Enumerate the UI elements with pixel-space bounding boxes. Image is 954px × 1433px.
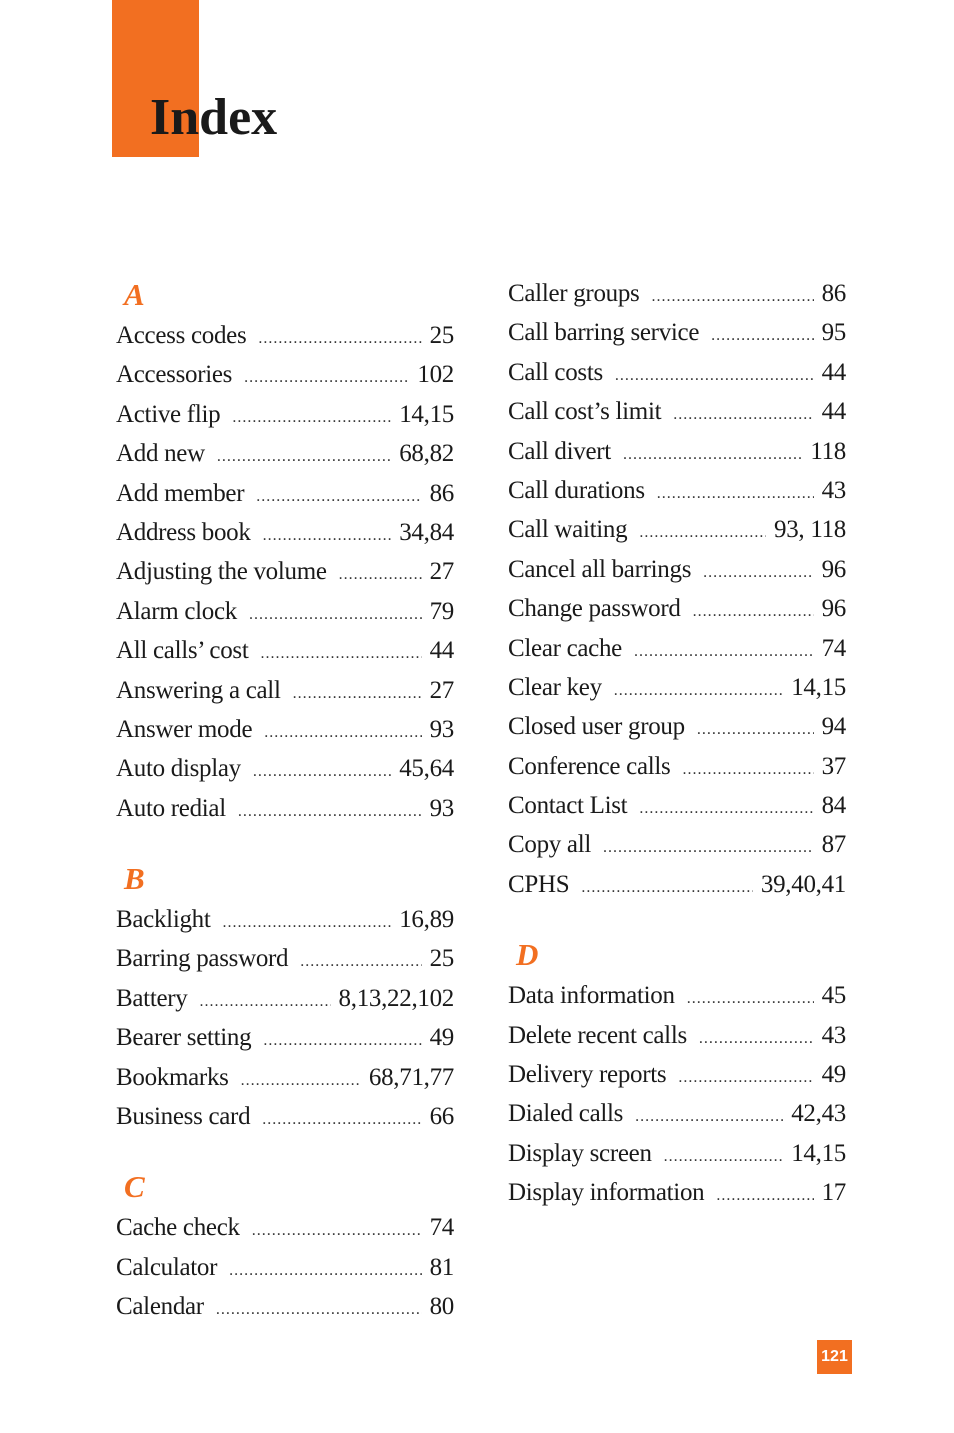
index-entry-term: Clear cache [508, 634, 622, 662]
index-entry-term: Add member [116, 479, 245, 507]
index-entry [116, 631, 454, 670]
index-entry-term: Call durations [508, 476, 645, 504]
index-entry-pages: 45,64 [399, 755, 454, 783]
index-entry-pages: 27 [429, 676, 454, 704]
dot-leader [634, 632, 814, 671]
index-entry [508, 1134, 846, 1173]
index-entry-pages: 42,43 [791, 1100, 846, 1128]
dot-leader [697, 710, 814, 749]
index-entry [508, 976, 846, 1015]
index-entry-pages: 43 [821, 1021, 846, 1049]
dot-leader [687, 979, 814, 1018]
index-entry-term: Delete recent calls [508, 1021, 687, 1049]
index-entry-term: Access codes [116, 322, 247, 349]
index-entry-term: Business card [116, 1103, 251, 1131]
index-entry [116, 1287, 454, 1326]
index-entry [116, 1058, 454, 1097]
dot-leader [623, 435, 802, 474]
index-entry-pages: 44 [821, 398, 846, 426]
index-entry-pages: 96 [821, 555, 846, 583]
index-entry [116, 316, 454, 355]
dot-leader [263, 1021, 421, 1060]
dot-leader [699, 1019, 814, 1058]
index-entry [508, 747, 846, 786]
index-entry-term: Display information [508, 1179, 705, 1207]
index-entry-term: Backlight [116, 906, 211, 934]
page-number-badge: 121 [817, 1340, 852, 1374]
index-column-right [508, 274, 846, 1213]
dot-leader [244, 358, 409, 397]
index-column-left [116, 274, 454, 1327]
page-title: Index [150, 89, 278, 146]
index-entry-pages: 25 [429, 945, 454, 973]
index-entry-pages: 86 [821, 280, 846, 307]
index-entry [508, 707, 846, 746]
dot-leader [657, 474, 814, 513]
index-entry-term: Answer mode [116, 715, 253, 743]
dot-leader [217, 437, 391, 476]
index-entry-pages: 66 [429, 1103, 454, 1131]
index-entry-term: Caller groups [508, 280, 640, 307]
index-entry-pages: 81 [429, 1253, 454, 1281]
index-entry-term: Call cost’s limit [508, 398, 662, 426]
index-entry [508, 274, 846, 313]
index-entry-pages: 34,84 [399, 518, 454, 546]
index-entry [508, 865, 846, 904]
index-entry-term: Call waiting [508, 516, 628, 544]
index-entry [116, 671, 454, 710]
index-entry [508, 589, 846, 628]
index-entry-pages: 94 [821, 713, 846, 741]
index-entry-term: Auto redial [116, 794, 226, 822]
dot-leader [253, 752, 391, 791]
index-entry [116, 789, 454, 828]
index-entry-pages: 49 [821, 1061, 846, 1089]
index-entry-term: Accessories [116, 361, 233, 389]
index-entry [116, 355, 454, 394]
index-entry-pages: 27 [429, 558, 454, 586]
index-entry [508, 1173, 846, 1212]
section-letter-c: C [124, 1169, 145, 1205]
dot-leader [615, 356, 814, 395]
index-entry-term: Active flip [116, 400, 221, 428]
index-entry [116, 1248, 454, 1287]
dot-leader [673, 395, 813, 434]
index-entry [508, 353, 846, 392]
index-entry-pages: 95 [821, 319, 846, 347]
index-entry-term: Bearer setting [116, 1024, 252, 1052]
index-entry-pages: 93 [429, 715, 454, 743]
index-entry [116, 395, 454, 434]
index-entry-term: Address book [116, 518, 251, 546]
section-list-b [116, 900, 454, 1136]
index-entry-pages: 93 [429, 794, 454, 822]
index-entry-pages: 68,71,77 [368, 1063, 454, 1091]
index-entry [508, 550, 846, 589]
index-entry-term: Battery [116, 984, 188, 1012]
dot-leader [263, 516, 392, 555]
index-entry-pages: 86 [429, 479, 454, 507]
index-entry-term: Data information [508, 982, 675, 1010]
index-entry [508, 510, 846, 549]
dot-leader [258, 319, 421, 358]
dot-leader [711, 316, 813, 355]
index-entry-term: Delivery reports [508, 1061, 667, 1089]
index-entry-pages: 43 [821, 476, 846, 504]
index-entry [508, 1055, 846, 1094]
index-entry [508, 1094, 846, 1133]
index-entry [508, 313, 846, 352]
index-entry-pages: 8,13,22,102 [338, 984, 454, 1012]
section-gap [116, 828, 454, 858]
index-entry [116, 513, 454, 552]
index-entry-term: Display screen [508, 1139, 652, 1167]
index-entry-pages: 37 [821, 752, 846, 780]
section-list-d [508, 976, 846, 1212]
index-entry-pages: 102 [417, 361, 454, 389]
index-entry-pages: 93, 118 [774, 516, 846, 544]
dot-leader [635, 1097, 783, 1136]
index-entry-pages: 44 [821, 358, 846, 386]
index-entry-term: Adjusting the volume [116, 558, 327, 586]
index-entry-pages: 44 [429, 637, 454, 665]
index-entry-pages: 96 [821, 595, 846, 623]
index-entry-pages: 87 [821, 831, 846, 859]
index-entry-term: Change password [508, 595, 681, 623]
index-entry-term: Add new [116, 440, 205, 468]
index-entry-pages: 68,82 [399, 440, 454, 468]
index-entry-pages: 74 [429, 1214, 454, 1242]
index-entry-term: Cache check [116, 1214, 240, 1242]
index-entry-term: Calculator [116, 1253, 218, 1281]
dot-leader [693, 592, 814, 631]
dot-leader [603, 828, 814, 867]
dot-leader [703, 553, 813, 592]
index-entry [116, 1208, 454, 1247]
index-entry-term: Answering a call [116, 676, 281, 704]
index-entry [116, 474, 454, 513]
dot-leader [216, 1290, 422, 1329]
index-entry-pages: 14,15 [791, 673, 846, 701]
section-list-a [116, 316, 454, 828]
index-entry-pages: 49 [429, 1024, 454, 1052]
dot-leader [581, 868, 753, 907]
dot-leader [264, 713, 421, 752]
index-entry-pages: 17 [821, 1179, 846, 1207]
index-entry-term: Call barring service [508, 319, 700, 347]
index-entry-term: Alarm clock [116, 597, 237, 625]
index-entry [116, 900, 454, 939]
index-entry [116, 592, 454, 631]
dot-leader [293, 674, 422, 713]
dot-leader [223, 903, 392, 942]
index-entry-term: CPHS [508, 870, 570, 898]
dot-leader [639, 513, 766, 552]
dot-leader [716, 1176, 813, 1215]
index-entry-pages: 79 [429, 597, 454, 625]
index-entry [508, 432, 846, 471]
index-entry-term: Clear key [508, 673, 602, 701]
section-list-c-part1 [116, 1208, 454, 1326]
index-entry [508, 471, 846, 510]
index-entry-term: Cancel all barrings [508, 555, 692, 583]
index-entry-pages: 80 [429, 1293, 454, 1321]
index-entry [508, 629, 846, 668]
dot-leader [249, 595, 422, 634]
dot-leader [639, 789, 813, 828]
index-entry [508, 668, 846, 707]
index-entry-term: Barring password [116, 945, 289, 973]
section-gap [508, 904, 846, 934]
index-entry-pages: 25 [429, 322, 454, 349]
index-entry [116, 1018, 454, 1057]
index-entry-term: Contact List [508, 792, 628, 820]
index-entry [116, 434, 454, 473]
index-entry [116, 552, 454, 591]
dot-leader [262, 1100, 421, 1139]
section-letter-b: B [124, 861, 145, 897]
dot-leader [652, 277, 814, 316]
dot-leader [252, 1211, 422, 1250]
dot-leader [678, 1058, 813, 1097]
dot-leader [232, 398, 391, 437]
index-entry [116, 749, 454, 788]
index-entry-term: Copy all [508, 831, 592, 859]
dot-leader [199, 982, 330, 1021]
index-entry-pages: 14,15 [399, 400, 454, 428]
section-letter-a: A [124, 277, 145, 312]
index-entry [116, 939, 454, 978]
index-entry-pages: 16,89 [399, 906, 454, 934]
index-entry-term: Call divert [508, 437, 611, 465]
dot-leader [256, 477, 421, 516]
index-entry-pages: 45 [821, 982, 846, 1010]
index-entry-term: All calls’ cost [116, 637, 249, 665]
dot-leader [300, 942, 421, 981]
index-entry [116, 1097, 454, 1136]
dot-leader [241, 1061, 361, 1100]
index-entry-term: Dialed calls [508, 1100, 624, 1128]
index-entry [116, 710, 454, 749]
index-entry [116, 979, 454, 1018]
index-entry-term: Calendar [116, 1293, 204, 1321]
section-list-c-part2 [508, 274, 846, 904]
index-entry-pages: 14,15 [791, 1139, 846, 1167]
section-letter-d: D [516, 937, 539, 973]
dot-leader [664, 1137, 784, 1176]
index-entry-term: Conference calls [508, 752, 671, 780]
dot-leader [682, 750, 813, 789]
index-entry-term: Closed user group [508, 713, 685, 741]
dot-leader [238, 792, 422, 831]
dot-leader [339, 555, 422, 594]
index-entry-term: Call costs [508, 358, 603, 386]
index-entry-pages: 74 [821, 634, 846, 662]
section-gap [116, 1136, 454, 1166]
index-entry [508, 825, 846, 864]
index-entry [508, 392, 846, 431]
index-entry-pages: 84 [821, 792, 846, 820]
dot-leader [229, 1251, 421, 1290]
index-entry-term: Bookmarks [116, 1063, 229, 1091]
index-entry [508, 786, 846, 825]
index-entry-term: Auto display [116, 755, 241, 783]
dot-leader [614, 671, 783, 710]
index-entry-pages: 118 [810, 437, 846, 465]
index-entry [508, 1016, 846, 1055]
index-entry-pages: 39,40,41 [760, 870, 846, 898]
dot-leader [261, 634, 422, 673]
